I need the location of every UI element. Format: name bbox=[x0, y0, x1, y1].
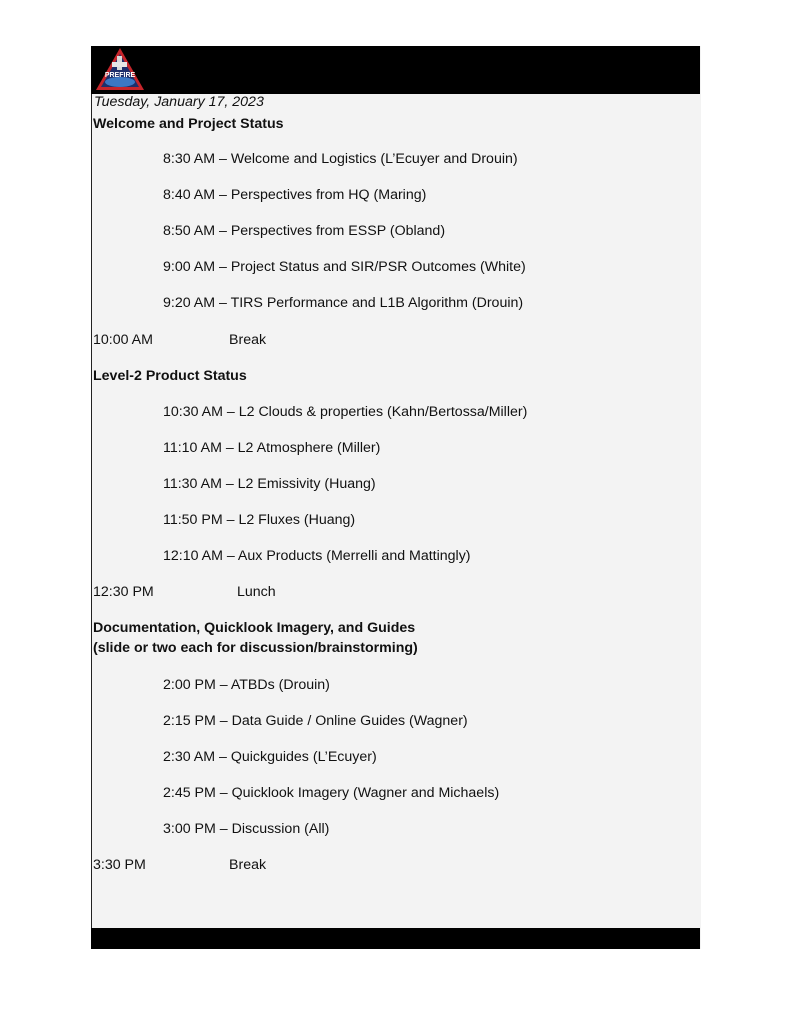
agenda-item: 8:30 AM – Welcome and Logistics (L’Ecuyer and Drouin) bbox=[163, 151, 518, 167]
agenda-item: 11:50 PM – L2 Fluxes (Huang) bbox=[163, 512, 356, 528]
agenda-item: 11:10 AM – L2 Atmosphere (Miller) bbox=[163, 440, 381, 456]
footer-bar bbox=[91, 928, 700, 949]
agenda-item: 2:15 PM – Data Guide / Online Guides (Wagner) bbox=[163, 713, 468, 729]
agenda-item: 9:00 AM – Project Status and SIR/PSR Outcomes (White) bbox=[163, 259, 526, 275]
section-subtitle: (slide or two each for discussion/brainstorming) bbox=[93, 640, 418, 656]
break-time: 10:00 AM bbox=[93, 332, 153, 348]
prefire-logo bbox=[94, 46, 146, 92]
break-label: Lunch bbox=[237, 584, 276, 600]
agenda-item: 12:10 AM – Aux Products (Merrelli and Mattingly) bbox=[163, 548, 471, 564]
agenda-date: Tuesday, January 17, 2023 bbox=[94, 94, 264, 110]
break-time: 3:30 PM bbox=[93, 857, 146, 873]
agenda-item: 8:50 AM – Perspectives from ESSP (Obland) bbox=[163, 223, 446, 239]
break-label: Break bbox=[229, 332, 267, 348]
agenda-item: 9:20 AM – TIRS Performance and L1B Algorithm (Drouin) bbox=[163, 295, 524, 311]
agenda-item: 8:40 AM – Perspectives from HQ (Maring) bbox=[163, 187, 427, 203]
section-title: Documentation, Quicklook Imagery, and Guides bbox=[93, 620, 416, 636]
section-title: Welcome and Project Status bbox=[93, 116, 284, 132]
header-bar bbox=[91, 46, 700, 94]
agenda-item: 11:30 AM – L2 Emissivity (Huang) bbox=[163, 476, 376, 492]
agenda-item: 3:00 PM – Discussion (All) bbox=[163, 821, 330, 837]
agenda-item: 2:00 PM – ATBDs (Drouin) bbox=[163, 677, 330, 693]
break-time: 12:30 PM bbox=[93, 584, 154, 600]
agenda-item: 2:30 AM – Quickguides (L’Ecuyer) bbox=[163, 749, 377, 765]
break-label: Break bbox=[229, 857, 267, 873]
section-title: Level-2 Product Status bbox=[93, 368, 247, 384]
agenda-item: 10:30 AM – L2 Clouds & properties (Kahn/Bertossa/Miller) bbox=[163, 404, 528, 420]
agenda-item: 2:45 PM – Quicklook Imagery (Wagner and Michaels) bbox=[163, 785, 500, 801]
svg-text:PREFIRE: PREFIRE bbox=[104, 72, 136, 79]
agenda-page bbox=[91, 46, 701, 949]
